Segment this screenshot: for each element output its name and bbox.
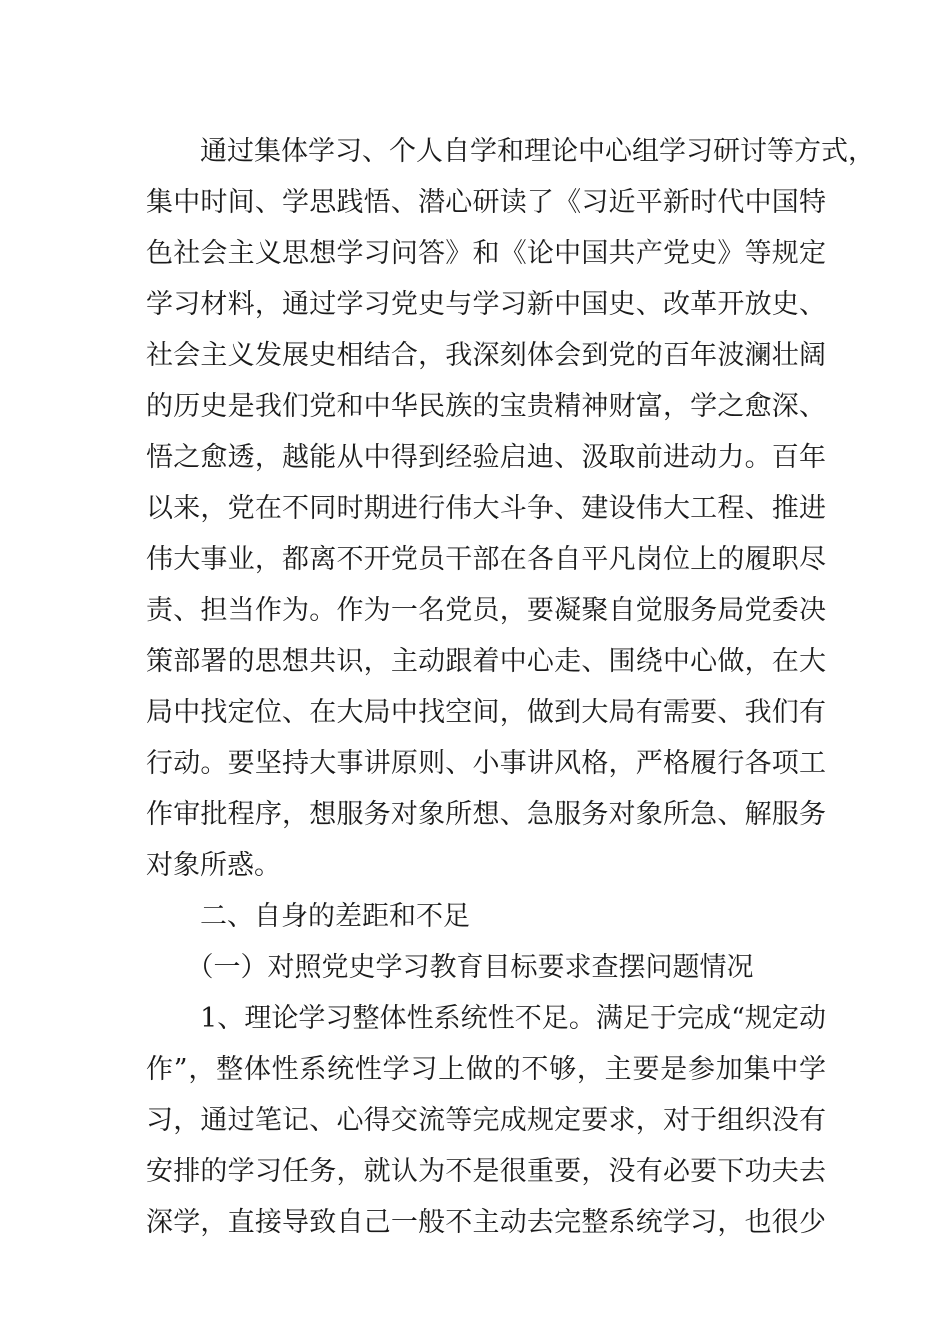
document-text-line: 作审批程序，想服务对象所想、急服务对象所急、解服务 (146, 799, 826, 830)
document-text-line: 以来，党在不同时期进行伟大斗争、建设伟大工程、推进 (146, 493, 826, 524)
document-text-line: 1、理论学习整体性系统性不足。满足于完成“规定动 (146, 1003, 826, 1034)
document-text-line: （一）对照党史学习教育目标要求查摆问题情况 (146, 952, 754, 983)
document-text-line: 伟大事业，都离不开党员干部在各自平凡岗位上的履职尽 (146, 544, 826, 575)
document-text-line: 习，通过笔记、心得交流等完成规定要求，对于组织没有 (146, 1105, 826, 1136)
document-text-line: 二、自身的差距和不足 (146, 901, 470, 932)
document-text-line: 行动。要坚持大事讲原则、小事讲风格，严格履行各项工 (146, 748, 826, 779)
document-text-line: 社会主义发展史相结合，我深刻体会到党的百年波澜壮阔 (146, 340, 826, 371)
document-text-line: 通过集体学习、个人自学和理论中心组学习研讨等方式， (146, 136, 875, 167)
document-text-line: 对象所惑。 (146, 850, 281, 881)
document-text-line: 作”，整体性系统性学习上做的不够，主要是参加集中学 (146, 1054, 826, 1085)
document-text-line: 的历史是我们党和中华民族的宝贵精神财富，学之愈深、 (146, 391, 826, 422)
document-text-line: 策部署的思想共识，主动跟着中心走、围绕中心做，在大 (146, 646, 826, 677)
document-text-line: 责、担当作为。作为一名党员，要凝聚自觉服务局党委决 (146, 595, 826, 626)
document-body (146, 126, 875, 1248)
document-text-line: 局中找定位、在大局中找空间，做到大局有需要、我们有 (146, 697, 826, 728)
document-text-line: 安排的学习任务，就认为不是很重要，没有必要下功夫去 (146, 1156, 826, 1187)
document-text-line: 悟之愈透，越能从中得到经验启迪、汲取前进动力。百年 (146, 442, 826, 473)
document-text-line: 集中时间、学思践悟、潜心研读了《习近平新时代中国特 (146, 187, 826, 218)
document-text-line: 学习材料，通过学习党史与学习新中国史、改革开放史、 (146, 289, 826, 320)
document-text-line: 色社会主义思想学习问答》和《论中国共产党史》等规定 (146, 238, 826, 269)
document-text-line: 深学，直接导致自己一般不主动去完整系统学习，也很少 (146, 1207, 826, 1238)
